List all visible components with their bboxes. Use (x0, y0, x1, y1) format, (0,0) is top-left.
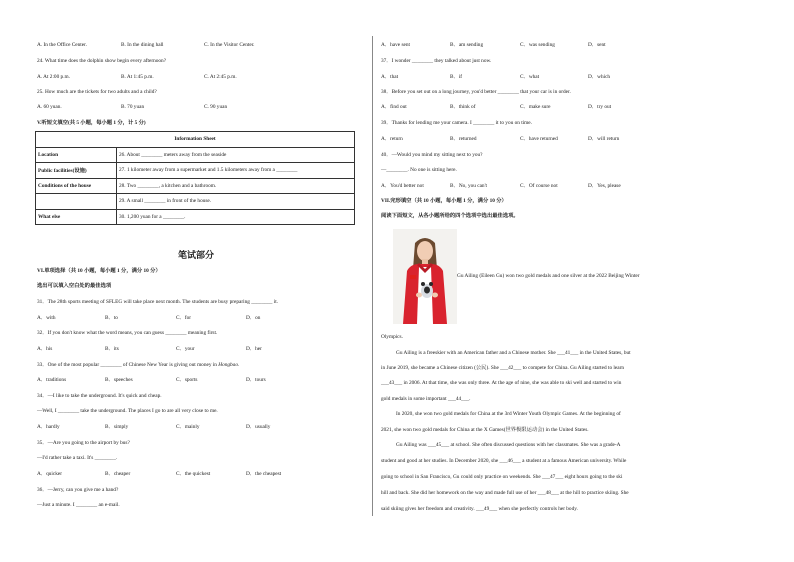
q34-line-b: —Well, I ________ take the underground. The places I go to are all very close to me. (37, 408, 218, 414)
q23-option-b[interactable]: B. In the dining hall (121, 42, 164, 48)
gu-ailing-photo (393, 229, 457, 324)
q31-text: 31．The 28th sports meeting of SFLEG will take place next month. The students are busy preparing ________ it. (37, 299, 279, 305)
q25-option-c: C. 90 yuan (204, 104, 228, 110)
q37-option-a[interactable]: A．that (381, 74, 399, 80)
intro-line-2: Olympics. (381, 334, 403, 340)
q25-option-a[interactable]: A. 60 yuan. (37, 104, 62, 110)
q24-option-c[interactable]: C. At 2:45 p.m. (204, 74, 237, 80)
q36-option-c[interactable]: C．was sending (520, 42, 555, 48)
table-value[interactable]: 30. 1,200 yuan for a ________. (117, 209, 355, 225)
q34-line-a: 34．—I like to take the underground. It's quick and cheap. (37, 393, 162, 399)
q37-text: 37．I wonder ________ they talked about just now. (381, 58, 492, 64)
passage-line: 2021, she won two gold medals for China at the X Games(世界极限运动会) in the United States. (381, 427, 589, 433)
q35-option-c[interactable]: C．the quickest (176, 471, 211, 477)
written-section-heading: 笔试部分 (178, 250, 215, 260)
q32-option-d[interactable]: D．her (246, 346, 262, 352)
section7-title: VII.完形填空（共 10 小题，每小题 1 分，满分 10 分） (381, 198, 507, 204)
table-value[interactable]: 27. 1 kilometer away from a supermarket and 1.5 kilometers away from a ________ (117, 163, 355, 179)
q38-option-a[interactable]: A．find out (381, 104, 407, 110)
q25-text: 25. How much are the tickets for two adults and a child? (37, 89, 157, 95)
q40-option-d[interactable]: D．Yes, please (588, 183, 621, 189)
q35-option-b[interactable]: B．cheaper (105, 471, 131, 477)
q38-text: 38．Before you set out on a long journey, you'd better ________ that your car is in order. (381, 89, 571, 95)
q35-line-a: 35．—Are you going to the airport by bus? (37, 440, 130, 446)
table-value[interactable]: 26. About ________ meters away from the seaside (117, 147, 355, 163)
table-value[interactable]: 28. Two ________, a kitchen and a bathroom. (117, 178, 355, 194)
section7-instruction: 阅读下面短文，从各小题所给的四个选项中选出最佳选项。 (381, 213, 519, 219)
q36-line-b: —Just a minute. I ________ an e-mail. (37, 502, 120, 508)
table-row (36, 147, 355, 163)
passage-line: ___43___ in 2006. At that time, she was only three. At the age of nine, she was able to ski well and started to win (381, 380, 622, 386)
q33-text-italic: Hongbao. (218, 362, 240, 368)
q37-option-b[interactable]: B．if (450, 74, 463, 80)
section6-title: VI.单项选择（共 10 小题，每小题 1 分，满分 10 分） (37, 268, 161, 274)
q39-option-c[interactable]: C．have returned (520, 136, 558, 142)
q39-option-a[interactable]: A．return (381, 136, 403, 142)
table-label: Public facilities(设施) (36, 163, 117, 179)
q33-option-b[interactable]: B．speeches (105, 377, 133, 383)
q32-option-a[interactable]: A．his (37, 346, 53, 352)
q33-option-c[interactable]: C．sports (176, 377, 198, 383)
q33-text (37, 362, 239, 369)
passage-line: going to school in San Francisco, Gu could only practice on weekends. She ___47___ eight hours going to the ski (381, 474, 623, 480)
q24-option-b[interactable]: B. At 1:45 p.m. (121, 74, 154, 80)
q23-option-a[interactable]: A. In the Office Center. (37, 42, 87, 48)
passage-line: Gu Ailing is a freeskier with an American father and a Chinese mother. She ___41___ in the United States, but (396, 350, 631, 356)
q25-option-b[interactable]: B. 70 yuan (121, 104, 145, 110)
q40-line-b: —________. No one is sitting here. (381, 167, 457, 173)
q38-option-c[interactable]: C．make sure (520, 104, 551, 110)
q31-option-b[interactable]: B．to (105, 315, 118, 321)
q31-option-a[interactable]: A．with (37, 315, 56, 321)
q35-line-b: —I'd rather take a taxi. It's ________. (37, 455, 118, 461)
q37-option-d[interactable]: D．which (588, 74, 611, 80)
q23-option-c[interactable]: C. In the Visitor Center. (204, 42, 255, 48)
q40-option-a[interactable]: A．You'd better not (381, 183, 424, 189)
table-row (36, 163, 355, 179)
table-label (36, 194, 117, 210)
passage-line: gold medals in some important ___44___. (381, 396, 471, 402)
q24-text: 24. What time does the dolphin show begin every afternoon? (37, 58, 167, 64)
q33-option-d[interactable]: D．tours (246, 377, 266, 383)
q40-option-c[interactable]: C．Of course not (520, 183, 558, 189)
q24-option-a[interactable]: A. At 2:00 p.m. (37, 74, 70, 80)
table-row (36, 194, 355, 210)
passage-line: Gu Ailing was ___45___ at school. She often discussed questions with her classmates. She was a grade-A (396, 442, 621, 448)
q36-option-a[interactable]: A．have sent (381, 42, 410, 48)
column-divider (372, 36, 373, 516)
table-row (36, 178, 355, 194)
q38-option-b[interactable]: B．think of (450, 104, 476, 110)
q39-option-b[interactable]: B．returned (450, 136, 477, 142)
q36-line-a: 36．—Jerry, can you give me a hand? (37, 487, 119, 493)
intro-line-1: Gu Ailing (Eileen Gu) won two gold medals and one silver at the 2022 Beijing Winter (457, 273, 640, 279)
q38-option-d[interactable]: D．try out (588, 104, 612, 110)
passage-line: said skiing gives her freedom and creativity. ___49___ when she perfectly controls her body. (381, 506, 578, 512)
q32-option-c[interactable]: C．your (176, 346, 195, 352)
table-title: Information Sheet (36, 132, 355, 148)
table-label: What else (36, 209, 117, 225)
q40-line-a: 40．—Would you mind my sitting next to you? (381, 152, 483, 158)
table-label: Conditions of the house (36, 178, 117, 194)
q40-option-b[interactable]: B．No, you can't (450, 183, 487, 189)
q34-option-d[interactable]: D．usually (246, 424, 271, 430)
q39-text: 39．Thanks for lending me your camera. I ________ it to you on time. (381, 120, 532, 126)
q35-option-d[interactable]: D．the cheapest (246, 471, 282, 477)
q39-option-d[interactable]: D．will return (588, 136, 620, 142)
q35-option-a[interactable]: A．quicker (37, 471, 63, 477)
q34-option-a[interactable]: A．hardly (37, 424, 60, 430)
q34-option-b[interactable]: B．simply (105, 424, 129, 430)
table-label: Location (36, 147, 117, 163)
q36-option-d[interactable]: D．sent (588, 42, 606, 48)
table-value[interactable]: 29. A small ________ in front of the house. (117, 194, 355, 210)
section5-title: V.听短文填空(共 5 小题，每小题 1 分，计 5 分) (37, 120, 146, 126)
q31-option-c[interactable]: C．for (176, 315, 192, 321)
passage-line: student and good at her studies. In December 2020, she ___46___ a student at a famous American university. While (381, 458, 627, 464)
q31-option-d[interactable]: D．on (246, 315, 261, 321)
table-row (36, 209, 355, 225)
passage-line: hill and back. She did her homework on the way and made full use of her ___48___ at the hill to practice skiing. She (381, 490, 629, 496)
q36-option-b[interactable]: B．am sending (450, 42, 484, 48)
information-sheet-table (35, 131, 355, 225)
passage-line: in June 2019, she became a Chinese citizen (公民). She ___42___ to compete for China. Gu Ailing started to learn (381, 365, 625, 371)
q34-option-c[interactable]: C．mainly (176, 424, 200, 430)
passage-line: In 2020, she won two gold medals for China at the 3rd Winter Youth Olympic Games. At the beginning of (396, 411, 621, 417)
skier-portrait-image (393, 229, 457, 324)
q37-option-c[interactable]: C．what (520, 74, 540, 80)
q33-text-main: 33．One of the most popular ________ of Chinese New Year is giving out money in (37, 362, 217, 368)
q32-option-b[interactable]: B．its (105, 346, 119, 352)
q32-text: 32．If you don't know what the word means, you can guess ________ meaning first. (37, 330, 218, 336)
section6-instruction: 选出可以填入空白处的最佳选项 (37, 283, 112, 289)
q33-option-a[interactable]: A．traditions (37, 377, 67, 383)
